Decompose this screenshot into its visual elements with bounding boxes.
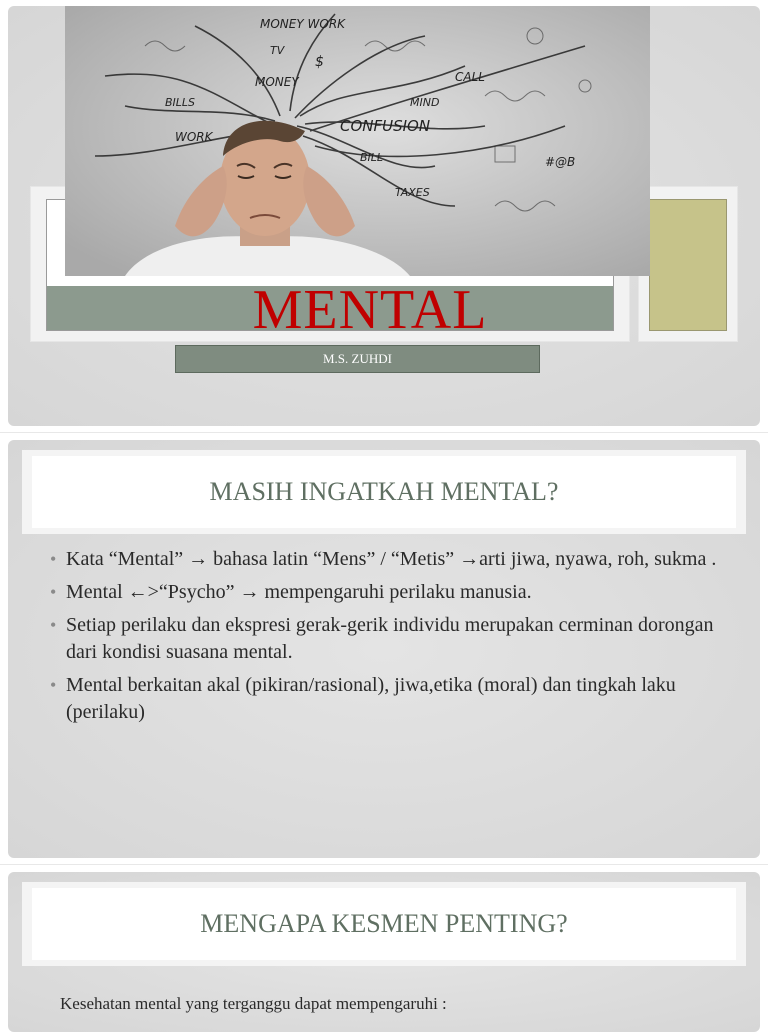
stressed-man-illustration bbox=[65, 6, 650, 276]
bullet-dot-icon: • bbox=[50, 615, 57, 635]
scribble-word: BILLS bbox=[165, 96, 196, 109]
scribble-word: $ bbox=[315, 54, 324, 70]
bullet-text: Mental ←>“Psycho” → mempengaruhi perilaku manusia. bbox=[66, 581, 532, 603]
slide-heading: MASIH INGATKAH MENTAL? bbox=[32, 456, 736, 528]
bullet-item bbox=[48, 672, 738, 726]
title-slide bbox=[8, 6, 760, 426]
heading-frame bbox=[22, 882, 746, 966]
scribble-word: MIND bbox=[410, 96, 440, 109]
scribble-word: CONFUSION bbox=[340, 117, 431, 135]
scribble-word: BILL bbox=[360, 151, 384, 164]
slide-divider bbox=[0, 864, 768, 865]
bullet-dot-icon: • bbox=[50, 675, 57, 695]
bullet-dot-icon: • bbox=[50, 582, 57, 602]
bullet-list bbox=[48, 546, 738, 732]
slide-title: MENTAL bbox=[252, 279, 488, 341]
stressed-man-photo bbox=[65, 6, 650, 276]
author-label: M.S. ZUHDI bbox=[175, 345, 540, 373]
slide-heading: MENGAPA KESMEN PENTING? bbox=[32, 888, 736, 960]
bullet-item bbox=[48, 546, 738, 573]
scribble-word: WORK bbox=[175, 130, 213, 144]
body-text: Kesehatan mental yang terganggu dapat mempengaruhi : bbox=[60, 994, 447, 1013]
scribble-word: TV bbox=[270, 44, 285, 57]
scribble-word: TAXES bbox=[395, 186, 430, 199]
content-slide bbox=[8, 440, 760, 858]
scribble-word: MONEY WORK bbox=[260, 17, 346, 31]
bullet-item bbox=[48, 612, 738, 666]
bullet-text: Mental berkaitan akal (pikiran/rasional), jiwa,etika (moral) dan tingkah laku (perilaku) bbox=[66, 674, 676, 723]
scribble-word: CALL bbox=[455, 70, 485, 84]
content-slide bbox=[8, 872, 760, 1032]
bullet-text: Kata “Mental” → bahasa latin “Mens” / “Metis” →arti jiwa, nyawa, roh, sukma . bbox=[66, 548, 717, 570]
bullet-dot-icon: • bbox=[50, 549, 57, 569]
bullet-text: Setiap perilaku dan ekspresi gerak-gerik individu merupakan cerminan dorongan dari kondisi suasana mental. bbox=[66, 614, 714, 663]
bullet-item bbox=[48, 579, 738, 606]
scribble-word: MONEY bbox=[255, 75, 299, 89]
heading-frame bbox=[22, 450, 746, 534]
scribble-word: #@B bbox=[545, 155, 576, 169]
slide-divider bbox=[0, 432, 768, 433]
